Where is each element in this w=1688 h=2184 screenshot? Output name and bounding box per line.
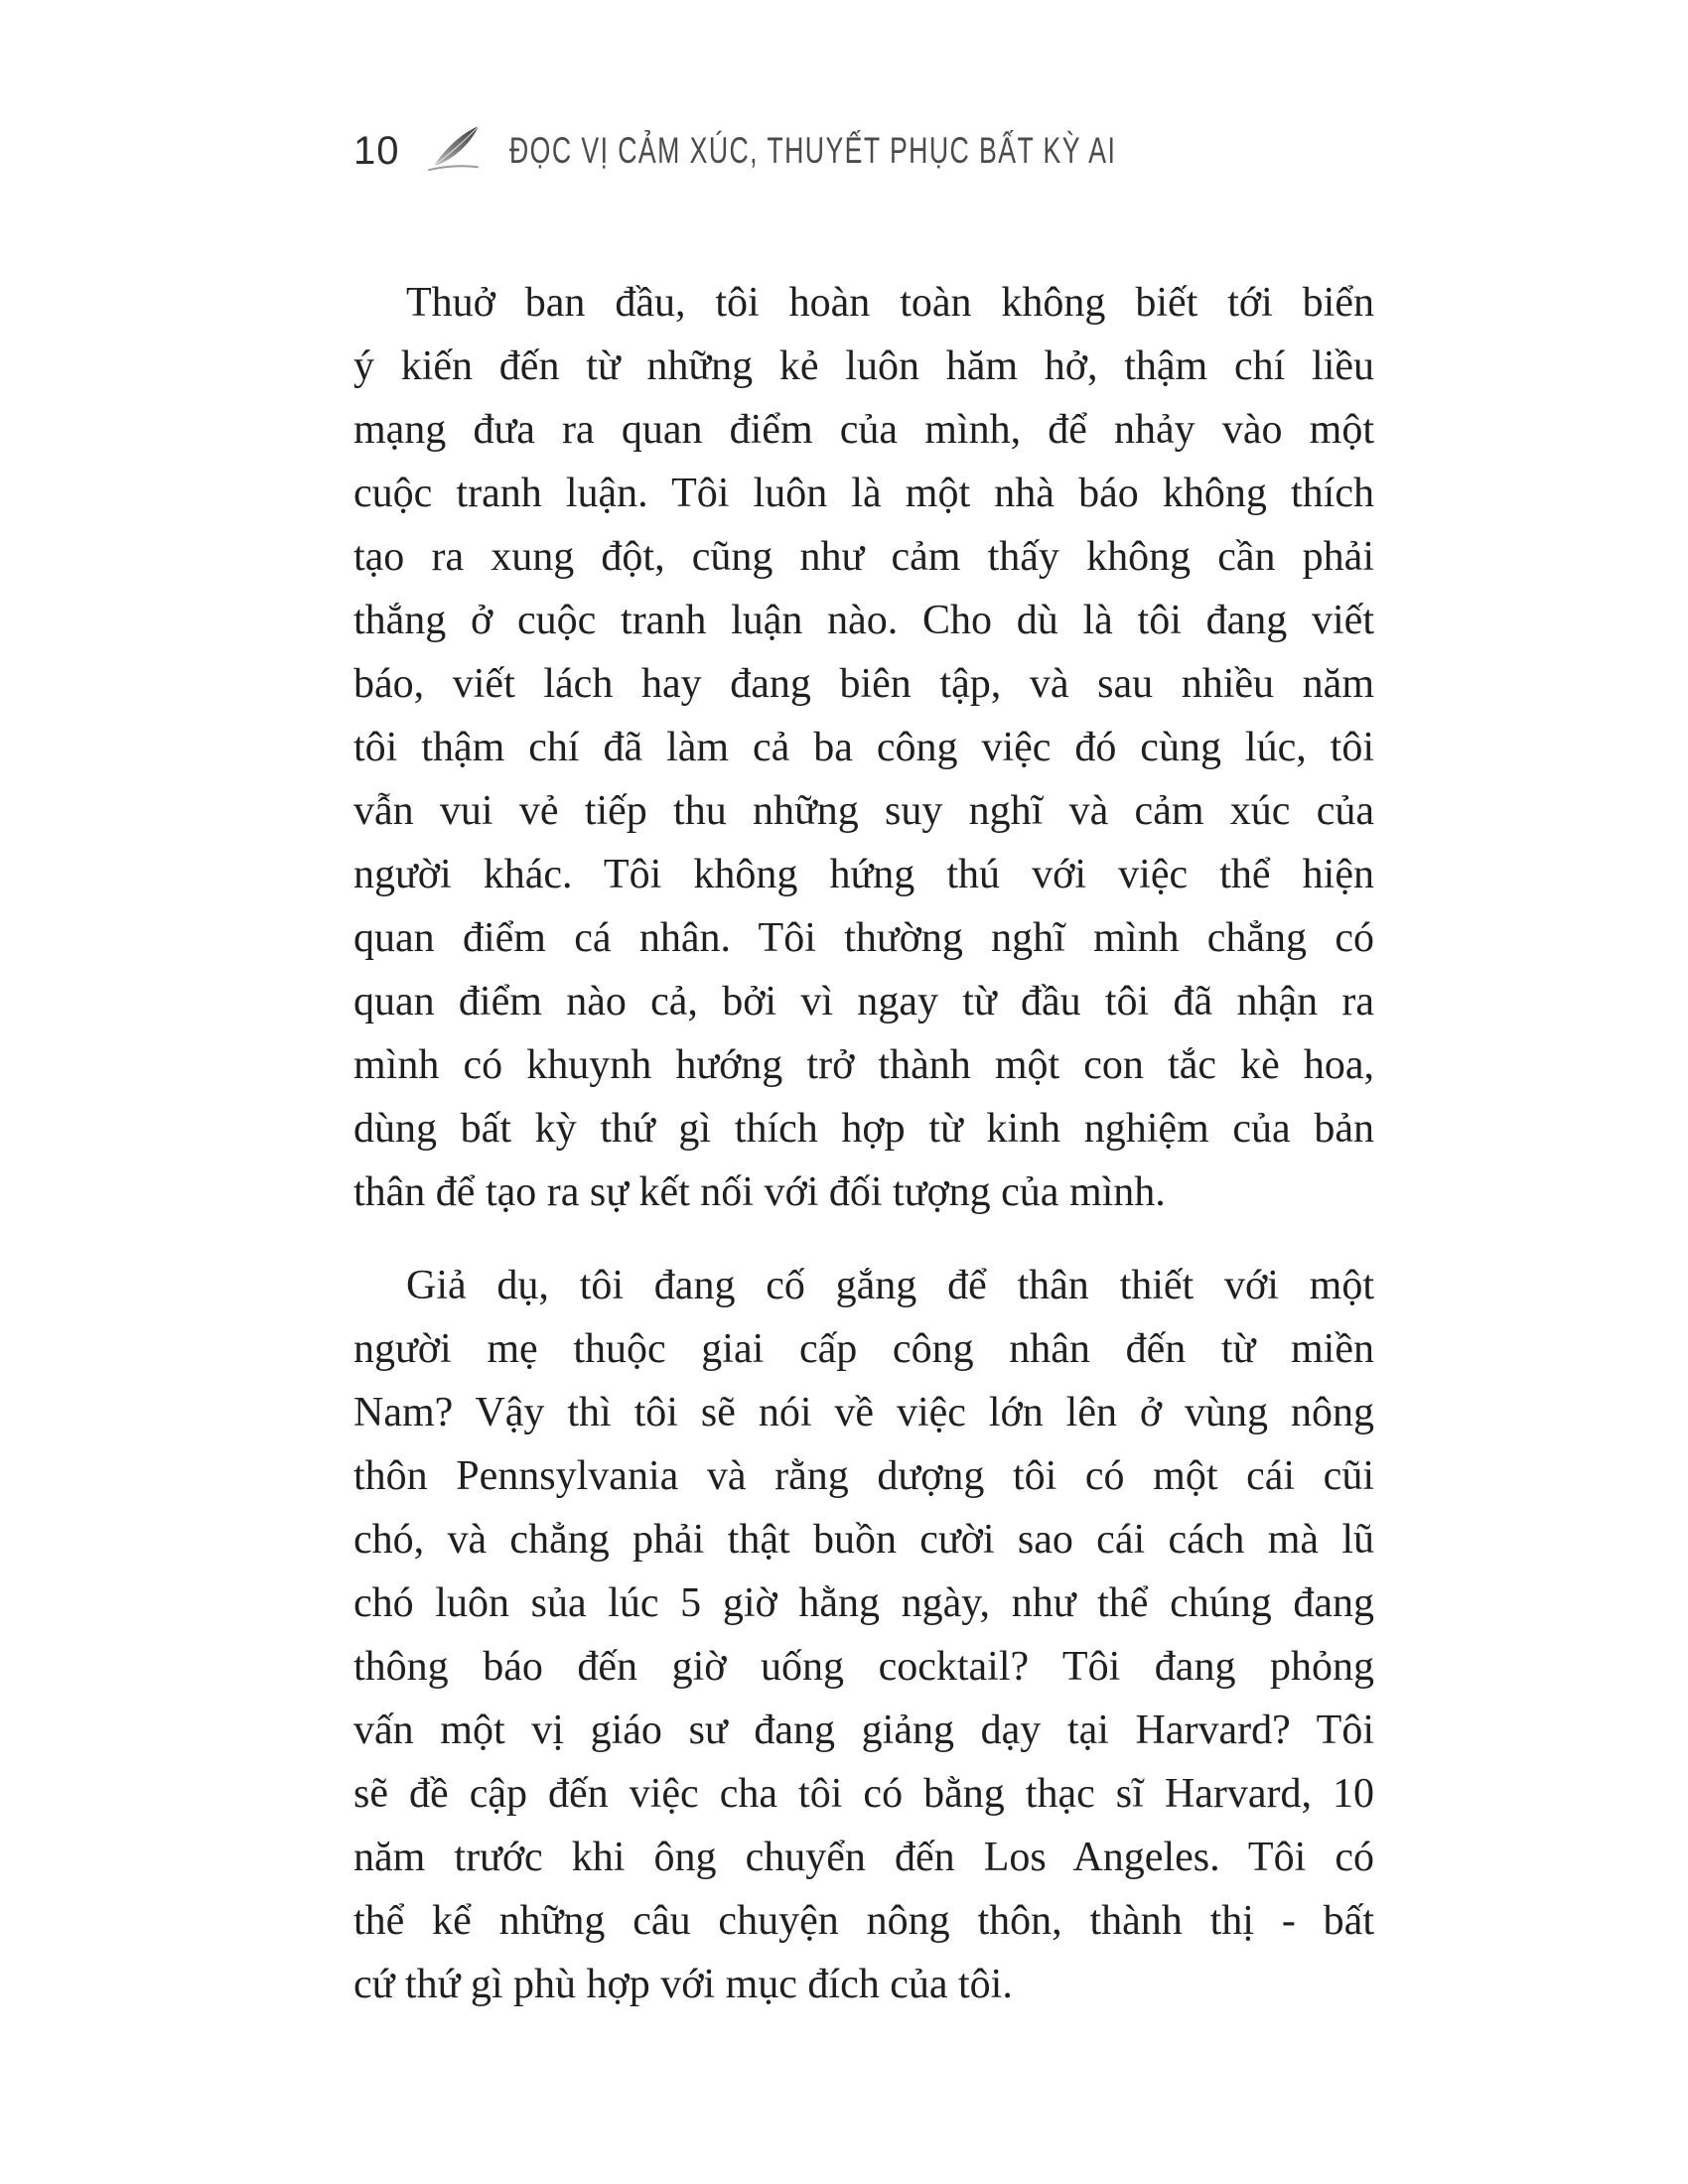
- text-line: quan điểm cá nhân. Tôi thường nghĩ mình chẳng có: [353, 915, 1374, 961]
- text-line: chó luôn sủa lúc 5 giờ hằng ngày, như thể chúng đang: [353, 1580, 1374, 1626]
- text-line: Nam? Vậy thì tôi sẽ nói về việc lớn lên ở vùng nông: [353, 1390, 1374, 1435]
- text-line: dùng bất kỳ thứ gì thích hợp từ kinh nghiệm của bản: [353, 1106, 1374, 1152]
- text-line: cứ thứ gì phù hợp với mục đích của tôi.: [353, 1962, 1013, 2007]
- text-line: báo, viết lách hay đang biên tập, và sau nhiều năm: [353, 661, 1374, 707]
- text-line: mạng đưa ra quan điểm của mình, để nhảy vào một: [353, 407, 1374, 453]
- text-line: thân để tạo ra sự kết nối với đối tượng của mình.: [353, 1169, 1166, 1215]
- text-line: thể kể những câu chuyện nông thôn, thành thị - bất: [353, 1898, 1374, 1944]
- text-line: cuộc tranh luận. Tôi luôn là một nhà báo không thích: [353, 471, 1374, 516]
- text-line: quan điểm nào cả, bởi vì ngay từ đầu tôi đã nhận ra: [353, 979, 1374, 1024]
- text-line: Giả dụ, tôi đang cố gắng để thân thiết với một: [406, 1263, 1374, 1308]
- text-line: mình có khuynh hướng trở thành một con tắc kè hoa,: [353, 1042, 1374, 1088]
- text-line: Thuở ban đầu, tôi hoàn toàn không biết tới biển: [406, 280, 1374, 326]
- paragraph-2: [353, 1254, 1374, 2016]
- text-line: vấn một vị giáo sư đang giảng dạy tại Harvard? Tôi: [353, 1707, 1374, 1753]
- paragraph-1: [353, 271, 1374, 1224]
- text-line: tạo ra xung đột, cũng như cảm thấy không cần phải: [353, 534, 1374, 580]
- text-line: chó, và chẳng phải thật buồn cười sao cái cách mà lũ: [353, 1517, 1374, 1563]
- text-line: thôn Pennsylvania và rằng dượng tôi có một cái cũi: [353, 1453, 1374, 1499]
- text-line: người mẹ thuộc giai cấp công nhân đến từ miền: [353, 1326, 1374, 1372]
- text-line: vẫn vui vẻ tiếp thu những suy nghĩ và cảm xúc của: [353, 788, 1374, 834]
- running-header-title: ĐỌC VỊ CẢM XÚC, THUYẾT PHỤC BẤT KỲ AI: [508, 130, 1116, 171]
- feather-quill-icon: [426, 124, 484, 174]
- text-line: người khác. Tôi không hứng thú với việc thể hiện: [353, 852, 1374, 897]
- text-line: năm trước khi ông chuyển đến Los Angeles. Tôi có: [353, 1835, 1374, 1880]
- running-header: [353, 127, 1352, 175]
- text-line: thắng ở cuộc tranh luận nào. Cho dù là tôi đang viết: [353, 598, 1374, 643]
- text-line: ý kiến đến từ những kẻ luôn hăm hở, thậm chí liều: [353, 343, 1374, 389]
- page-number: 10: [353, 128, 400, 173]
- body-text: [353, 271, 1374, 2016]
- text-line: sẽ đề cập đến việc cha tôi có bằng thạc sĩ Harvard, 10: [353, 1771, 1374, 1817]
- text-line: thông báo đến giờ uống cocktail? Tôi đang phỏng: [353, 1644, 1374, 1690]
- text-line: tôi thậm chí đã làm cả ba công việc đó cùng lúc, tôi: [353, 725, 1374, 770]
